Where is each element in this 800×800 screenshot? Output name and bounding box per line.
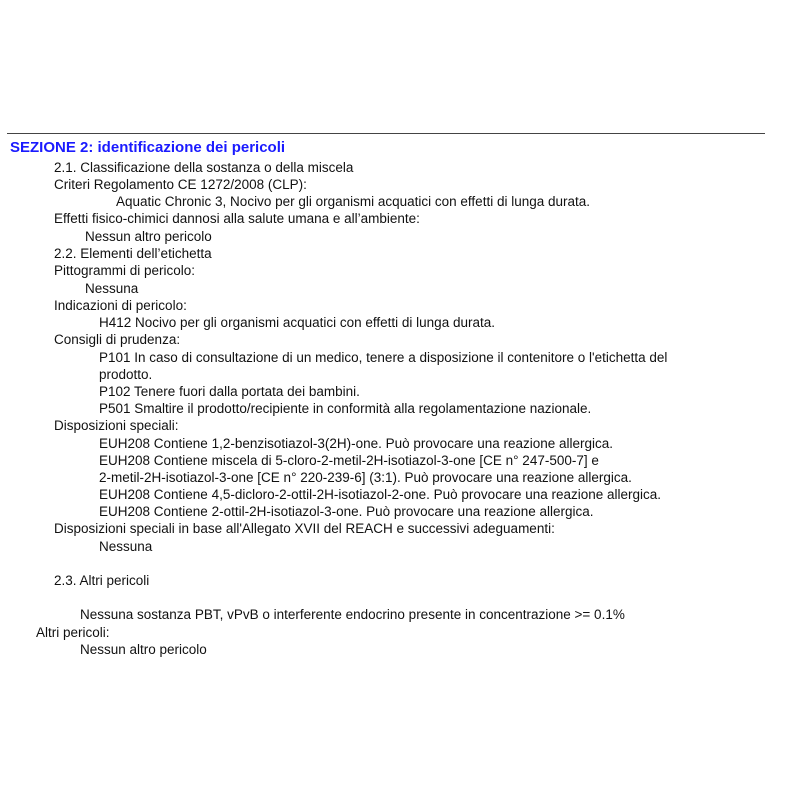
clp-criteria-label: Criteri Regolamento CE 1272/2008 (CLP):: [54, 177, 307, 192]
euh208-line-2: EUH208 Contiene miscela di 5-cloro-2-metil-2H-isotiazol-3-one [CE n° 247-500-7] e: [99, 453, 599, 468]
precautionary-p102: P102 Tenere fuori dalla portata dei bambini.: [99, 384, 360, 399]
clp-classification: Aquatic Chronic 3, Nocivo per gli organismi acquatici con effetti di lunga durata.: [116, 194, 591, 209]
section-title: SEZIONE 2: identificazione dei pericoli: [10, 139, 286, 156]
subsection-heading-2-1: 2.1. Classificazione della sostanza o della miscela: [54, 160, 354, 175]
physchem-effects-label: Effetti fisico-chimici dannosi alla salute umana e all’ambiente:: [54, 211, 420, 226]
reach-annex-xvii-label: Disposizioni speciali in base all'Allegato XVII del REACH e successivi adeguamenti:: [54, 521, 555, 536]
section-divider: [7, 133, 765, 134]
precautionary-statements-label: Consigli di prudenza:: [54, 332, 181, 347]
pictograms-label: Pittogrammi di pericolo:: [54, 263, 196, 278]
euh208-line-3: EUH208 Contiene 4,5-dicloro-2-ottil-2H-isotiazol-2-one. Può provocare una reazione allergica.: [99, 487, 662, 502]
precautionary-p501: P501 Smaltire il prodotto/recipiente in conformità alla regolamentazione nazionale.: [99, 401, 592, 416]
other-hazards-label: Altri pericoli:: [36, 625, 110, 640]
reach-annex-xvii-value: Nessuna: [99, 539, 153, 554]
subsection-heading-2-3: 2.3. Altri pericoli: [54, 573, 150, 588]
hazard-statements-label: Indicazioni di pericolo:: [54, 298, 187, 313]
euh208-line-4: EUH208 Contiene 2-ottil-2H-isotiazol-3-one. Può provocare una reazione allergica.: [99, 504, 594, 519]
other-hazards-value: Nessun altro pericolo: [80, 642, 207, 657]
euh208-line-1: EUH208 Contiene 1,2-benzisotiazol-3(2H)-one. Può provocare una reazione allergica.: [99, 436, 614, 451]
pictograms-value: Nessuna: [85, 281, 139, 296]
precautionary-p101: P101 In caso di consultazione di un medico, tenere a disposizione il contenitore o l'etichetta del: [99, 350, 668, 365]
physchem-effects-value: Nessun altro pericolo: [85, 229, 212, 244]
precautionary-p101-cont: prodotto.: [99, 367, 153, 382]
euh208-line-2-cont: 2-metil-2H-isotiazol-3-one [CE n° 220-239-6] (3:1). Può provocare una reazione allergica.: [99, 470, 632, 485]
subsection-heading-2-2: 2.2. Elementi dell’etichetta: [54, 246, 212, 261]
hazard-statement-h412: H412 Nocivo per gli organismi acquatici con effetti di lunga durata.: [99, 315, 495, 330]
pbt-vpvb-statement: Nessuna sostanza PBT, vPvB o interferente endocrino presente in concentrazione >= 0.1%: [80, 607, 625, 622]
special-provisions-label: Disposizioni speciali:: [54, 418, 179, 433]
